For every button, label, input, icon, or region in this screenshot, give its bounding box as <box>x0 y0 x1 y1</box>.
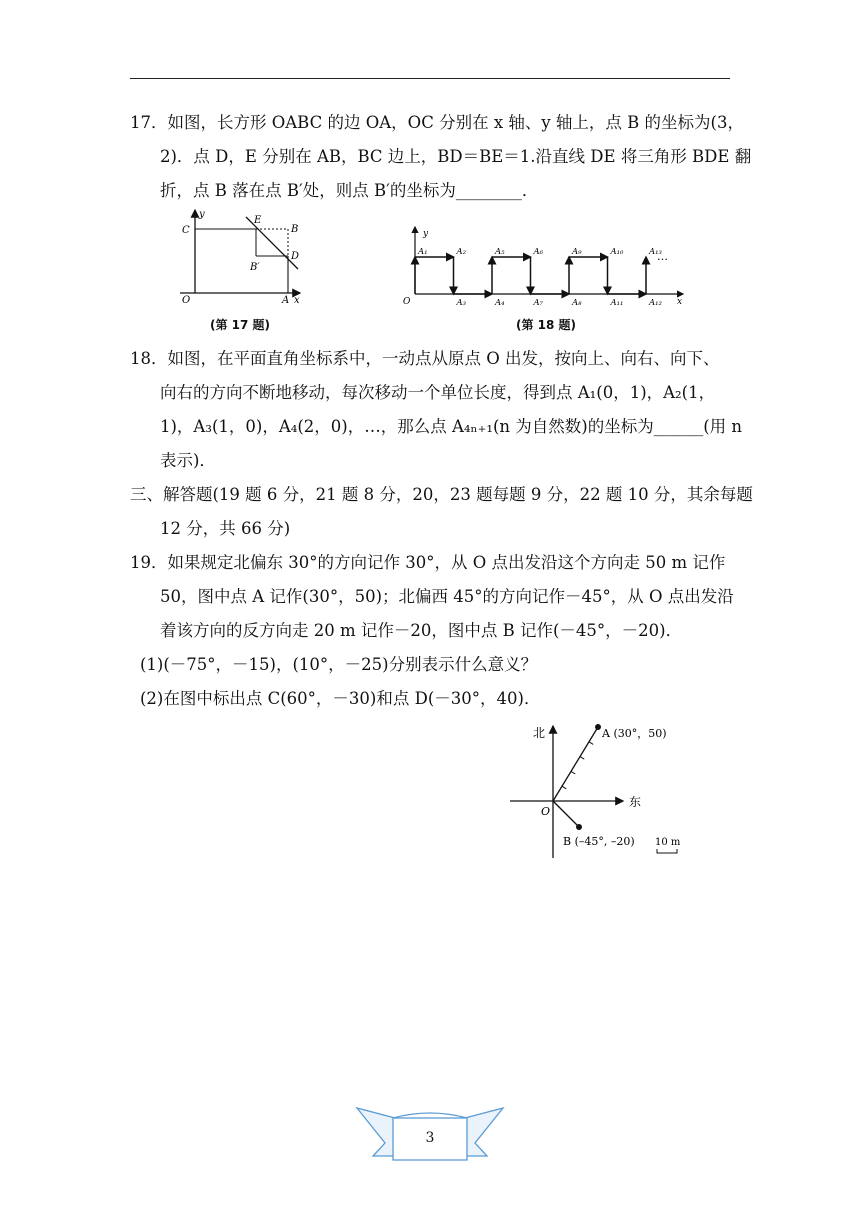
q18-line3: 1)，A₃(1，0)，A₄(2，0)，…，那么点 A₄ₙ₊₁(n 为自然数)的坐标为______(用 n <box>160 417 743 436</box>
fig18-label-a6: A₆ <box>533 247 544 257</box>
q19-sub2: (2)在图中标出点 C(60°，－30)和点 D(－30°，40)． <box>140 689 541 708</box>
header-rule <box>130 78 730 79</box>
q19-sub1: (1)(－75°，－15)，(10°，－25)分别表示什么意义？ <box>140 655 538 674</box>
figure-17 <box>170 205 320 310</box>
fig18-label-a8: A₈ <box>572 298 582 308</box>
fig19-tick-3 <box>580 757 584 760</box>
fig17-caption: (第 17 题) <box>210 318 271 332</box>
figure-18 <box>395 224 695 314</box>
fig18-label-a4: A₄ <box>495 298 505 308</box>
fig19-label-a: A (30°，50) <box>602 727 667 740</box>
fig17-label-a: A <box>282 295 290 306</box>
fig18-label-a10: A₁₀ <box>610 247 624 257</box>
page-number: 3 <box>425 1130 435 1146</box>
fig17-label-b: B <box>291 224 299 235</box>
q18-line2: 向右的方向不断地移动，每次移动一个单位长度，得到点 A₁(0，1)，A₂(1， <box>160 383 716 402</box>
q18-line1: 18．如图，在平面直角坐标系中，一动点从原点 O 出发，按向上、向右、向下、 <box>130 349 720 368</box>
fig18-label-a9: A₉ <box>572 247 582 257</box>
fig19-point-a <box>595 724 601 730</box>
fig17-label-b-prime: B′ <box>250 262 260 273</box>
fig18-label-a7: A₇ <box>533 298 544 308</box>
fig19-tick-4 <box>589 742 593 745</box>
fig19-scale-bar <box>657 849 677 853</box>
q19-line1: 19．如果规定北偏东 30°的方向记作 30°，从 O 点出发沿这个方向走 50 m 记作 <box>130 553 726 572</box>
fig18-ellipsis: … <box>657 250 668 263</box>
fig18-label-a12: A₁₂ <box>649 298 662 308</box>
fig18-label-a5: A₅ <box>495 247 505 257</box>
fig17-label-c: C <box>182 225 190 236</box>
q19-line3: 着该方向的反方向走 20 m 记作－20，图中点 B 记作(－45°，－20)． <box>160 621 683 640</box>
fig19-label-b: B (–45°, –20) <box>563 835 635 848</box>
section3-line1: 三、解答题(19 题 6 分，21 题 8 分，20，23 题每题 9 分，22 题 10 分，其余每题 <box>130 485 753 504</box>
fig18-label-y: y <box>423 229 429 239</box>
fig19-ray-a <box>553 727 598 801</box>
fig19-scale-label: 10 m <box>655 837 681 848</box>
fig19-tick-2 <box>571 771 575 774</box>
fig17-label-x: x <box>294 295 300 306</box>
q17-line3: 折，点 B 落在点 B′处，则点 B′的坐标为________． <box>160 181 539 200</box>
fig17-label-e: E <box>254 215 262 226</box>
fig18-caption: (第 18 题) <box>516 318 577 332</box>
fig19-ray-b <box>553 801 579 827</box>
fig18-label-o: O <box>403 297 411 307</box>
q17-line2: 2)．点 D，E 分别在 AB，BC 边上，BD＝BE＝1.沿直线 DE 将三角形 BDE 翻 <box>160 147 752 166</box>
figure-19 <box>505 720 705 865</box>
fig17-label-y: y <box>199 209 205 220</box>
fig18-label-a13: A₁₃ <box>649 247 662 257</box>
fig18-label-a2: A₂ <box>456 247 467 257</box>
q19-line2: 50，图中点 A 记作(30°，50)；北偏西 45°的方向记作－45°，从 O 点出发沿 <box>160 587 734 606</box>
section3-line2: 12 分，共 66 分) <box>160 519 291 538</box>
fig17-label-d: D <box>291 251 300 262</box>
fig19-point-b <box>576 824 582 830</box>
fig17-label-o: O <box>182 295 191 306</box>
fig19-label-o: O <box>541 805 551 818</box>
fig19-label-north: 北 <box>533 726 546 740</box>
fig19-tick-1 <box>562 786 566 789</box>
fig18-label-a1: A₁ <box>418 247 428 257</box>
fig18-label-a11: A₁₁ <box>610 298 624 308</box>
fig18-label-a3: A₃ <box>456 298 467 308</box>
q18-line4: 表示)． <box>160 451 216 470</box>
fig18-label-x: x <box>677 297 683 307</box>
fig19-label-east: 东 <box>629 795 642 809</box>
q17-line1: 17．如图，长方形 OABC 的边 OA，OC 分别在 x 轴、y 轴上，点 B 的坐标为(3， <box>130 113 744 132</box>
